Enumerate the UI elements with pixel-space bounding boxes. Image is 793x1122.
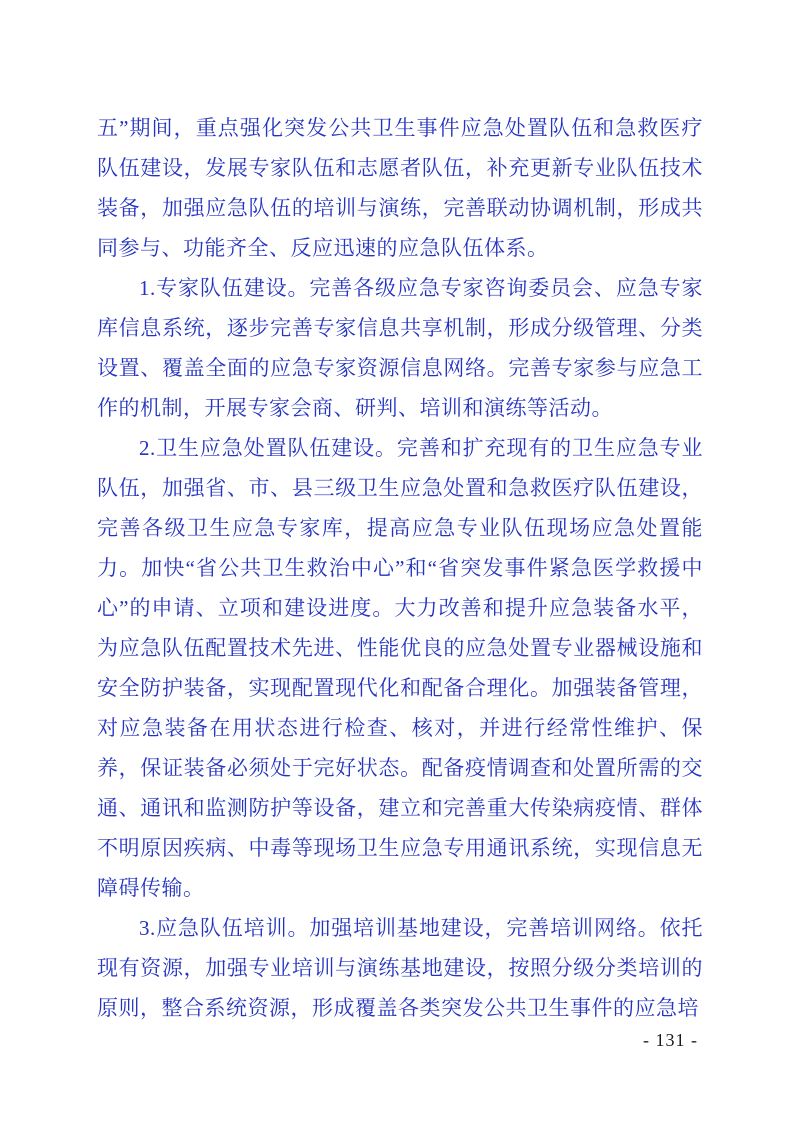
paragraph: 2.卫生应急处置队伍建设。完善和扩充现有的卫生应急专业队伍，加强省、市、县三级卫生应急处置和急救医疗队伍建设，完善各级卫生应急专家库，提高应急专业队伍现场应急处置能力。加快“省公共卫生救治中心”和“省突发事件紧急医学救援中心”的申请、立项和建设进度。大力改善和提升应急装备水平，为应急队伍配置技术先进、性能优良的应急处置专业器械设施和安全防护装备，实现配置现代化和配备合理化。加强装备管理，对应急装备在用状态进行检查、核对，并进行经常性维护、保养，保证装备必须处于完好状态。配备疫情调查和处置所需的交通、通讯和监测防护等设备，建立和完善重大传染病疫情、群体不明原因疾病、中毒等现场卫生应急专用通讯系统，实现信息无障碍传输。 <box>97 436 703 900</box>
paragraph: 1.专家队伍建设。完善各级应急专家咨询委员会、应急专家库信息系统，逐步完善专家信息共享机制，形成分级管理、分类设置、覆盖全面的应急专家资源信息网络。完善专家参与应急工作的机制，开展专家会商、研判、培训和演练等活动。 <box>97 276 703 420</box>
paragraph: 五”期间，重点强化突发公共卫生事件应急处置队伍和急救医疗队伍建设，发展专家队伍和志愿者队伍，补充更新专业队伍技术装备，加强应急队伍的培训与演练，完善联动协调机制，形成共同参与、功能齐全、反应迅速的应急队伍体系。 <box>97 116 703 260</box>
paragraph: 3.应急队伍培训。加强培训基地建设，完善培训网络。依托现有资源，加强专业培训与演练基地建设，按照分级分类培训的原则，整合系统资源，形成覆盖各类突发公共卫生事件的应急培 <box>97 916 703 1020</box>
page-number: - 131 - <box>643 1030 698 1050</box>
document-body <box>97 108 703 1028</box>
